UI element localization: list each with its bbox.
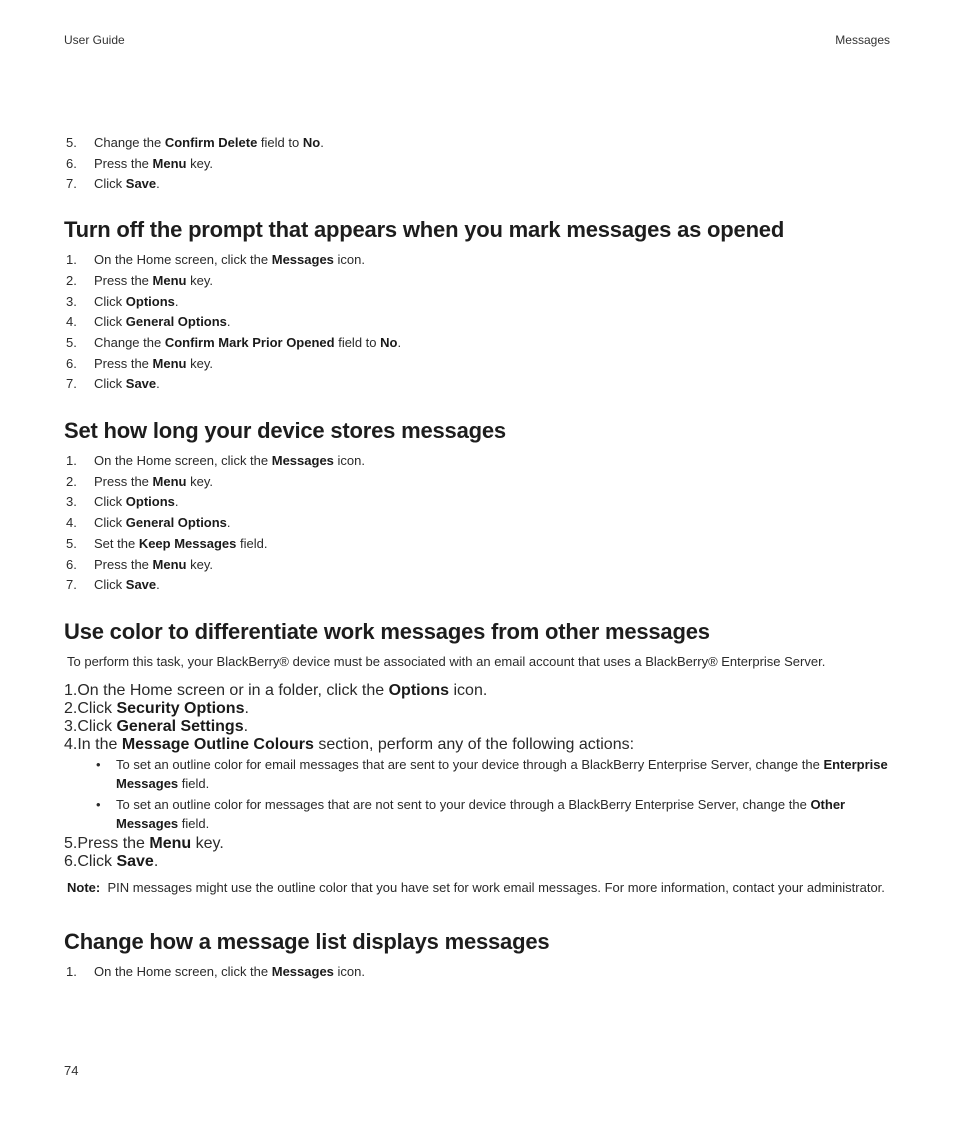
ui-term: Save [125, 176, 157, 192]
step-item [64, 736, 894, 754]
ui-term: Menu [152, 155, 187, 171]
step-text: Click [77, 699, 117, 717]
step-text: icon. [333, 963, 365, 979]
step-text: field. [178, 815, 210, 831]
bullet-item [94, 795, 894, 833]
step-item [64, 555, 894, 576]
step-number: 3. [64, 717, 78, 735]
step-item [64, 534, 894, 555]
bullet-dot-icon: • [96, 796, 101, 812]
step-text: icon. [449, 681, 488, 699]
step-number: 5. [66, 334, 77, 350]
section-heading-use-color: Use color to differentiate work messages from other messages [64, 618, 710, 644]
step-number: 1. [66, 963, 77, 979]
step-item [64, 133, 894, 154]
step-text: To set an outline color for messages that are not sent to your device through a BlackBerry Enterprise Server, change the [116, 796, 811, 812]
step-item [64, 250, 894, 271]
running-header-left: User Guide [64, 33, 125, 47]
step-text: key. [186, 556, 213, 572]
section-heading-message-list: Change how a message list displays messages [64, 928, 550, 954]
step-text: field to [257, 135, 303, 150]
ui-term: Save [125, 577, 157, 593]
step-item [64, 374, 894, 395]
step-item [64, 333, 894, 354]
page-content [64, 133, 894, 983]
ui-term: Confirm Mark Prior Opened [164, 334, 335, 350]
ui-term: Enterprise Messages [116, 756, 888, 791]
step-item [64, 174, 894, 195]
step-text: Set the [94, 535, 139, 551]
step-text: key. [186, 272, 213, 288]
note-label: Note: [67, 879, 101, 895]
ui-term: Save [116, 852, 154, 870]
ui-term: Options [388, 681, 450, 699]
step-text: Press the [77, 834, 150, 852]
step-text: Click [94, 577, 126, 593]
step-number: 3. [66, 293, 77, 309]
ui-term: Messages [271, 963, 334, 979]
ui-term: No [380, 334, 398, 350]
step-text: . [397, 334, 402, 350]
ui-term: Options [125, 293, 175, 309]
bullet-container [64, 755, 894, 833]
ui-term: Security Options [116, 699, 245, 717]
ui-term: Confirm Delete [164, 135, 258, 150]
step-text: . [156, 577, 160, 593]
step-item [64, 835, 894, 853]
ui-term: Menu [152, 355, 187, 371]
step-text: key. [186, 155, 213, 171]
step-text: section, perform any of the following actions: [313, 735, 635, 753]
ui-term: Menu [152, 473, 187, 489]
step-text: . [174, 494, 179, 510]
step-text: field to [334, 334, 381, 350]
ui-term: Messages [271, 252, 334, 268]
step-item [64, 853, 894, 871]
step-text: Click [94, 176, 126, 192]
step-text: key. [191, 834, 224, 852]
section-heading-store-messages: Set how long your device stores messages [64, 418, 506, 444]
step-item [64, 682, 894, 700]
ui-term: General Settings [116, 717, 244, 735]
step-text: Click [94, 314, 126, 330]
running-header-right: Messages [835, 33, 890, 47]
step-text: icon. [333, 453, 365, 469]
step-text: On the Home screen, click the [94, 963, 272, 979]
ui-term: General Options [125, 314, 227, 330]
step-number: 1. [66, 453, 77, 469]
step-text: . [243, 717, 249, 735]
step-text: Click [94, 376, 126, 392]
step-item [64, 492, 894, 513]
ui-term: Menu [149, 834, 192, 852]
step-text: To set an outline color for email messages that are sent to your device through a BlackBerry Enterprise Server, change the [116, 756, 824, 772]
step-number: 4. [66, 515, 77, 531]
note-text: PIN messages might use the outline color that you have set for work email messages. For more information, contact your administrator. [107, 879, 885, 895]
step-number: 4. [64, 735, 78, 753]
step-text: Press the [94, 272, 153, 288]
step-number: 6. [64, 852, 78, 870]
note [67, 878, 894, 898]
step-text: Change the [94, 334, 165, 350]
step-list-top [64, 133, 894, 195]
ui-term: Messages [271, 453, 334, 469]
step-text: Click [94, 515, 126, 531]
step-text: . [153, 852, 159, 870]
page-number: 74 [64, 1063, 79, 1078]
step-number: 2. [66, 473, 77, 489]
step-item [64, 271, 894, 292]
ui-term: Save [125, 376, 157, 392]
step-text: icon. [333, 252, 365, 268]
step-item [64, 451, 894, 472]
step-number: 7. [66, 376, 77, 392]
ui-term: Menu [152, 272, 187, 288]
step-number: 5. [66, 535, 77, 551]
bullet-item [94, 755, 894, 793]
step-item [64, 575, 894, 596]
step-text: . [156, 176, 160, 192]
step-number: 5. [64, 834, 78, 852]
step-text: . [226, 314, 231, 330]
step-number: 6. [66, 556, 77, 572]
step-number: 7. [66, 577, 77, 593]
step-text: field. [236, 535, 268, 551]
step-text: Press the [94, 473, 153, 489]
step-item [64, 718, 894, 736]
step-text: On the Home screen, click the [94, 453, 272, 469]
step-text: Click [77, 852, 117, 870]
step-list-store-messages [64, 451, 894, 596]
step-text: key. [186, 473, 213, 489]
step-text: . [320, 135, 324, 150]
ui-term: Options [125, 494, 175, 510]
step-item [64, 700, 894, 718]
step-item [64, 513, 894, 534]
ui-term: Keep Messages [138, 535, 237, 551]
step-number: 2. [66, 272, 77, 288]
step-item [64, 312, 894, 333]
step-text: Change the [94, 135, 165, 150]
step-item [64, 154, 894, 175]
step-item [64, 962, 894, 983]
step-list-use-color [64, 682, 894, 871]
ui-term: Message Outline Colours [121, 735, 314, 753]
step-number: 2. [64, 699, 78, 717]
step-text: Press the [94, 355, 153, 371]
step-number: 1. [64, 681, 78, 699]
step-text: . [174, 293, 179, 309]
step-text: On the Home screen or in a folder, click the [77, 681, 389, 699]
step-list-message-list [64, 962, 894, 983]
step-text: Press the [94, 556, 153, 572]
step-text: field. [178, 775, 210, 791]
ui-term: General Options [125, 515, 227, 531]
step-text: Click [94, 494, 126, 510]
step-number: 1. [66, 252, 77, 268]
ui-term: Other Messages [116, 796, 846, 831]
step-number: 6. [66, 355, 77, 371]
step-number: 3. [66, 494, 77, 510]
step-text: key. [186, 355, 213, 371]
step-text: Click [94, 293, 126, 309]
step-number: 7. [66, 176, 77, 192]
step-item [64, 472, 894, 493]
step-text: In the [77, 735, 122, 753]
step-item [64, 354, 894, 375]
step-text: . [226, 515, 231, 531]
step-item [64, 292, 894, 313]
step-text: Press the [94, 155, 153, 171]
step-text: . [156, 376, 160, 392]
bullet-dot-icon: • [96, 756, 101, 772]
step-number: 4. [66, 314, 77, 330]
step-number: 6. [66, 155, 77, 171]
step-list-turn-off-prompt [64, 250, 894, 395]
step-text: On the Home screen, click the [94, 252, 272, 268]
step-number: 5. [66, 135, 77, 150]
ui-term: No [302, 135, 321, 150]
step-text: Click [77, 717, 117, 735]
section-heading-turn-off-prompt: Turn off the prompt that appears when you mark messages as opened [64, 217, 785, 243]
ui-term: Menu [152, 556, 187, 572]
section-intro: To perform this task, your BlackBerry® device must be associated with an email account that uses a BlackBerry® Enterprise Server. [67, 653, 826, 669]
bullet-list [94, 755, 894, 833]
step-text: . [244, 699, 249, 717]
